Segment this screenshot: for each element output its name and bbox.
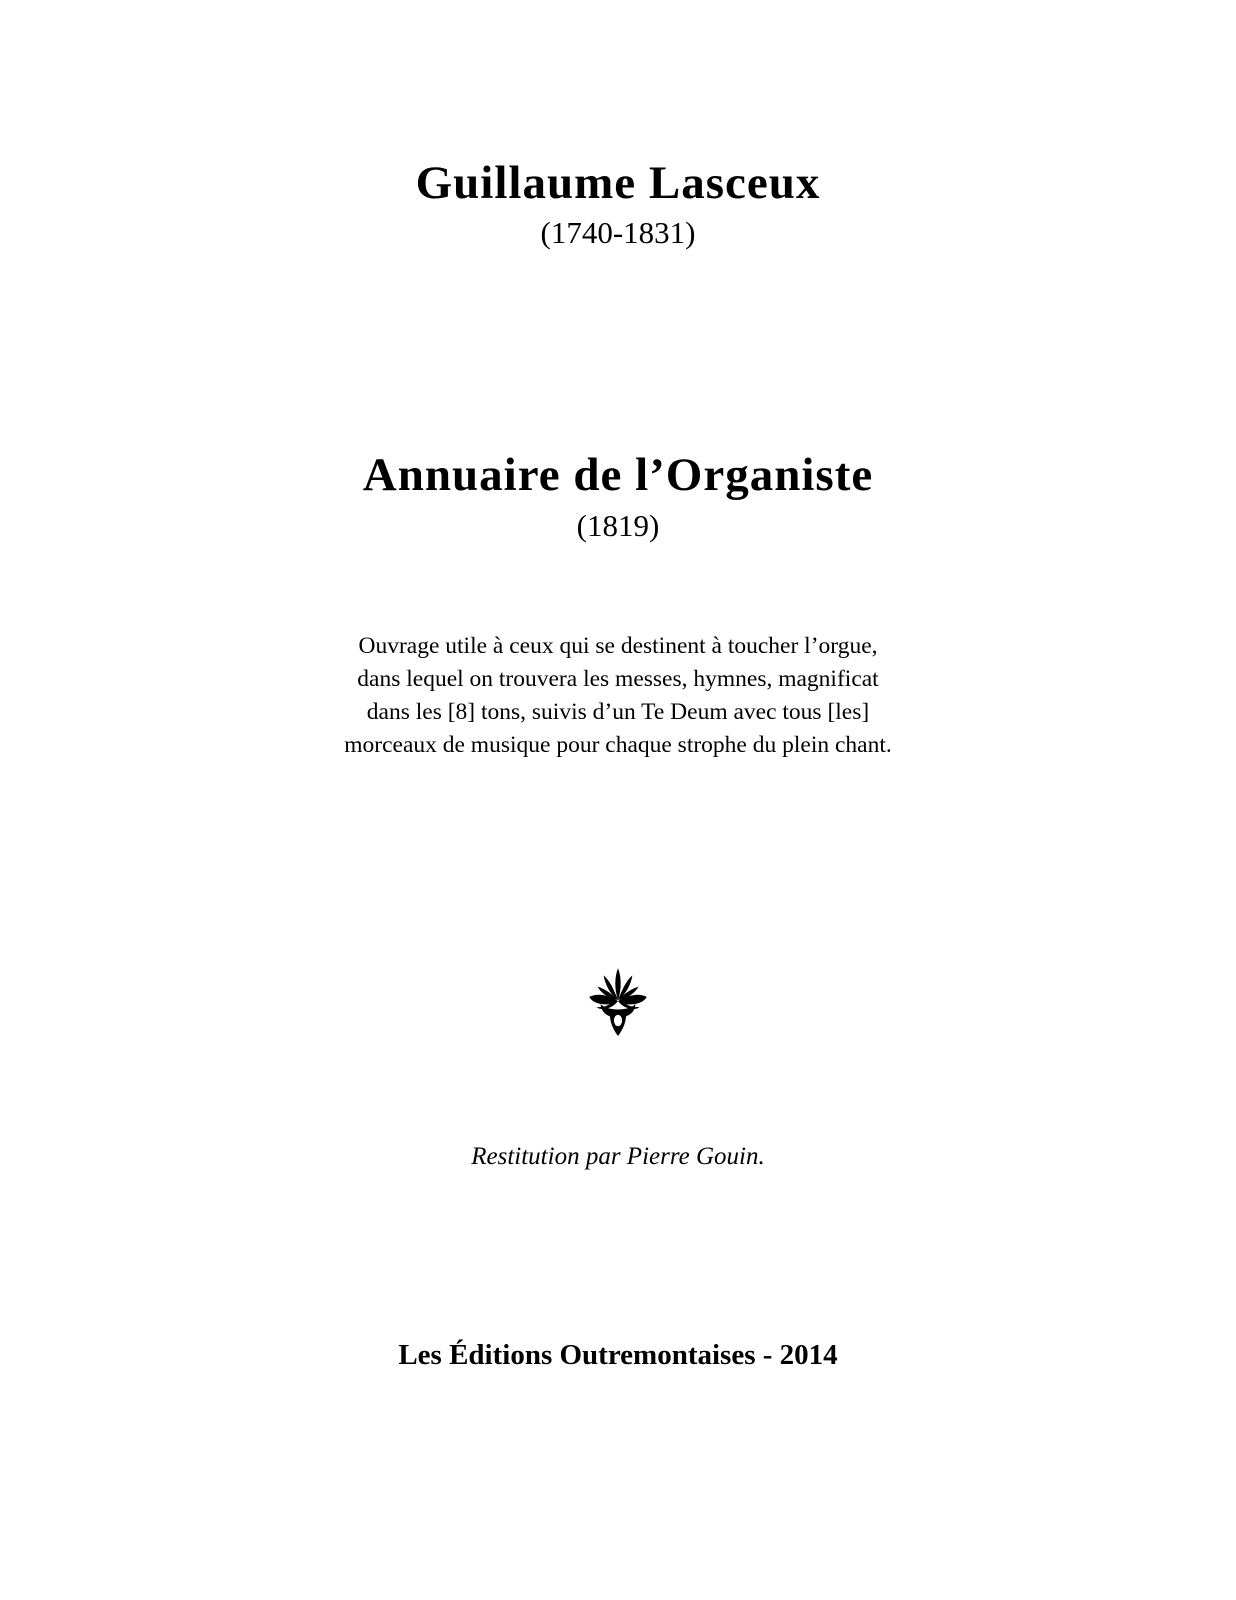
fleuron-ornament-icon xyxy=(0,962,1236,1038)
publisher-imprint: Les Éditions Outremontaises - 2014 xyxy=(398,1338,838,1371)
work-description xyxy=(0,630,1236,762)
work-title: Annuaire de l’Organiste xyxy=(362,448,874,501)
composer-name: Guillaume Lasceux xyxy=(415,157,821,209)
description-line: Ouvrage utile à ceux qui se destinent à toucher l’orgue, xyxy=(358,632,878,659)
description-line: dans les [8] tons, suivis d’un Te Deum avec tous [les] xyxy=(366,698,870,725)
work-year: (1819) xyxy=(576,508,660,544)
description-line: morceaux de musique pour chaque strophe du plein chant. xyxy=(344,731,892,758)
composer-dates: (1740-1831) xyxy=(540,214,696,250)
restitution-credit: Restitution par Pierre Gouin. xyxy=(471,1142,765,1170)
description-line: dans lequel on trouvera les messes, hymnes, magnificat xyxy=(357,665,879,692)
